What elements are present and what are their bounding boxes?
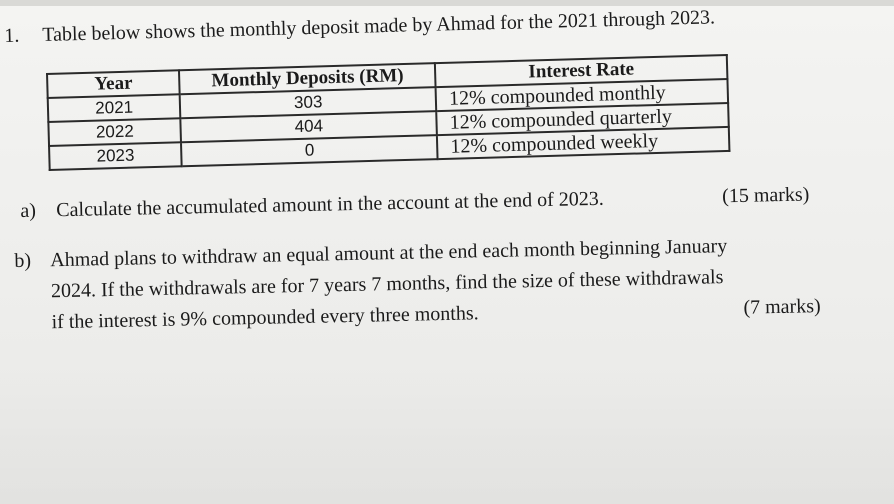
question-text: Table below shows the monthly deposit made by Ahmad for the 2021 through 2023. xyxy=(42,6,716,46)
header-monthly-deposits: Monthly Deposits (RM) xyxy=(179,63,435,94)
header-interest-rate: Interest Rate xyxy=(435,55,727,87)
cell-rate: 12% compounded weekly xyxy=(437,127,729,159)
part-b-text-line-2: 2024. If the withdrawals are for 7 years 7 months, find the size of these withdrawals xyxy=(50,266,724,303)
cell-year: 2023 xyxy=(49,142,182,170)
cell-year: 2021 xyxy=(48,94,181,122)
part-a-marks: (15 marks) xyxy=(721,183,810,208)
cell-rate: 12% compounded monthly xyxy=(436,79,728,111)
question-heading xyxy=(4,5,715,48)
part-b-label: b) xyxy=(14,249,32,272)
part-b xyxy=(14,228,866,339)
part-a-text: Calculate the accumulated amount in the account at the end of 2023. xyxy=(56,187,604,222)
deposit-table xyxy=(46,54,730,171)
paper-top-edge xyxy=(0,0,894,6)
cell-rate: 12% compounded quarterly xyxy=(436,103,728,135)
cell-deposit: 404 xyxy=(181,111,437,142)
paper-shadow xyxy=(0,360,894,504)
part-b-marks: (7 marks) xyxy=(743,295,821,319)
part-b-text-line-3: if the interest is 9% compounded every three months. xyxy=(51,302,479,334)
cell-deposit: 303 xyxy=(180,87,436,118)
cell-year: 2022 xyxy=(48,118,181,146)
question-number: 1. xyxy=(4,24,20,47)
part-b-text-line-1: Ahmad plans to withdraw an equal amount at the end each month beginning January xyxy=(50,235,728,272)
part-a-label: a) xyxy=(20,199,37,222)
part-a xyxy=(20,179,850,227)
cell-deposit: 0 xyxy=(181,135,437,166)
header-year: Year xyxy=(47,70,180,98)
